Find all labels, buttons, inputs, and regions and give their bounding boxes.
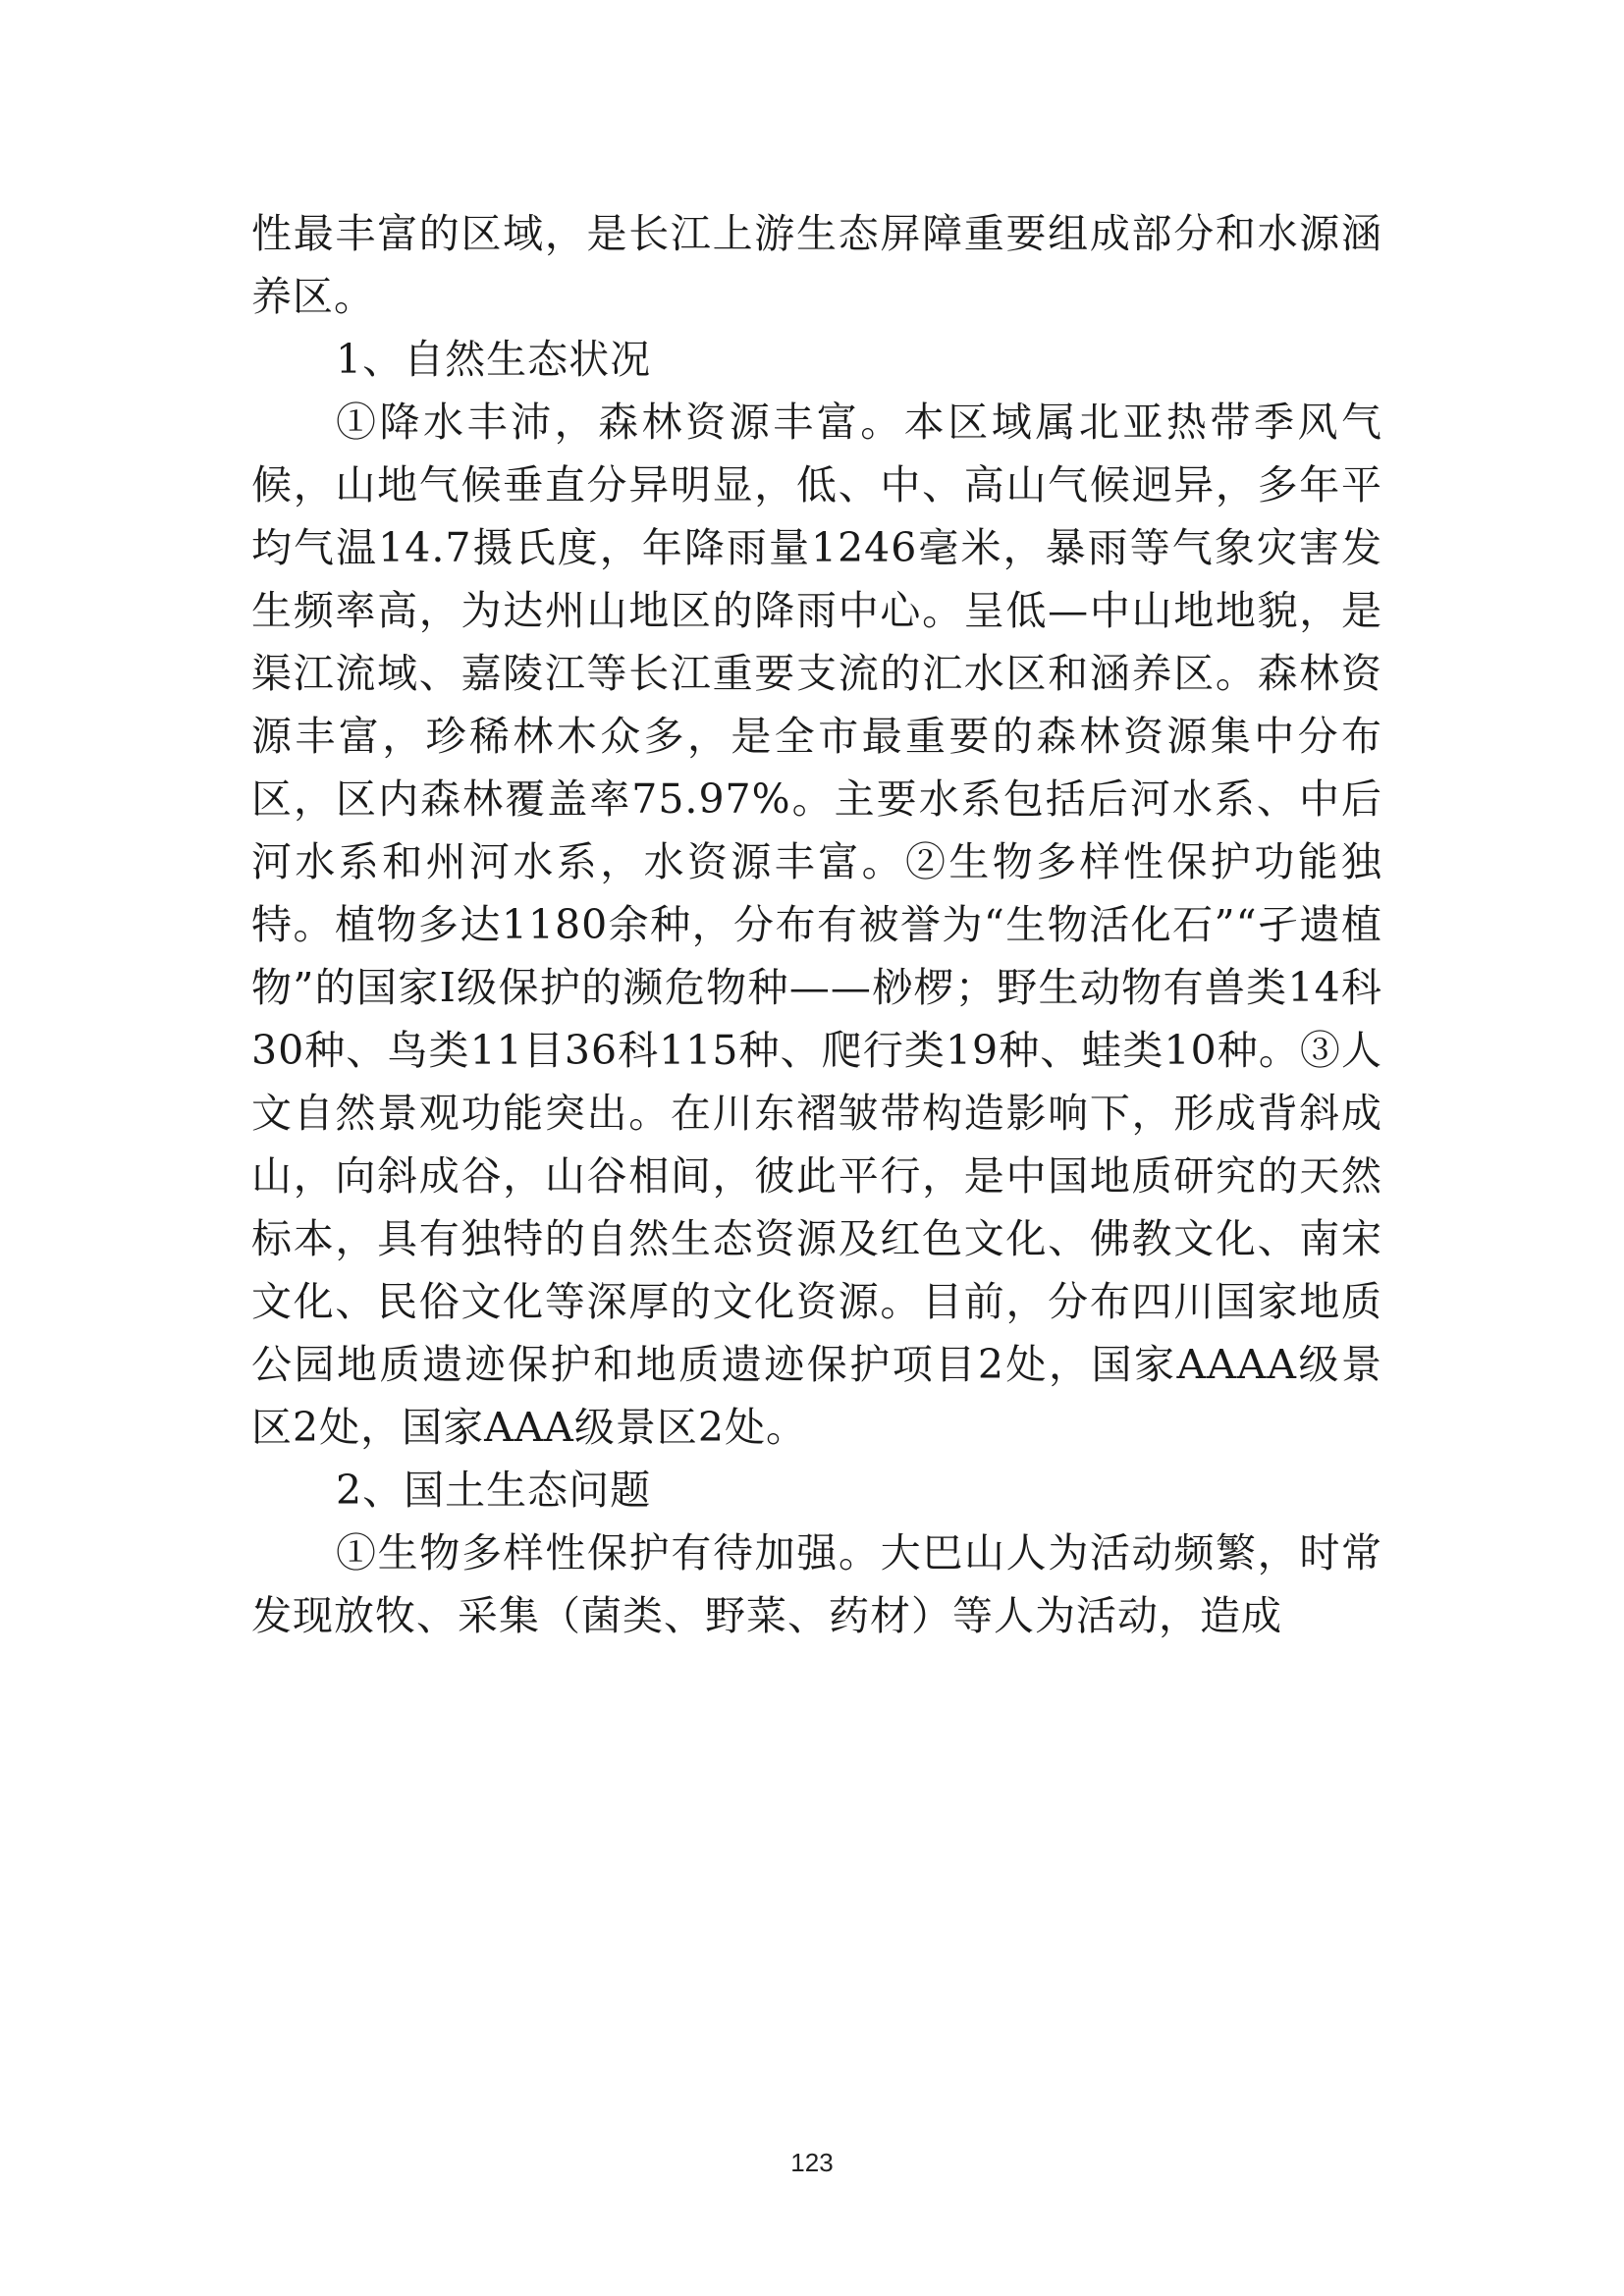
section-heading-natural-ecology: 1、自然生态状况 (336, 336, 652, 383)
paragraph-natural-ecology: ①降水丰沛，森林资源丰富。本区域属北亚热带季风气候，山地气候垂直分异明显，低、中、高山气候迥异，多年平均气温14.7摄氏度，年降雨量1246毫米，暴雨等气象灾害发生频率高，为达州山地区的降雨中心。呈低—中山地地貌，是渠江流域、嘉陵江等长江重要支流的汇水区和涵养区。森林资源丰富，珍稀林木众多，是全市最重要的森林资源集中分布区，区内森林覆盖率75.97%。主要水系包括后河水系、中后河水系和州河水系，水资源丰富。②生物多样性保护功能独特。植物多达1180余种，分布有被誉为“生物活化石”“孑遗植物”的国家Ⅰ级保护的濒危物种——桫椤；野生动物有兽类14科30种、鸟类11目36科115种、爬行类19种、蛙类10种。③人文自然景观功能突出。在川东褶皱带构造影响下，形成背斜成山，向斜成谷，山谷相间，彼此平行，是中国地质研究的天然标本，具有独特的自然生态资源及红色文化、佛教文化、南宋文化、民俗文化等深厚的文化资源。目前，分布四川国家地质公园地质遗迹保护和地质遗迹保护项目2处，国家AAAA级景区2处，国家AAA级景区2处。 (251, 399, 1382, 1451)
page-number: 123 (790, 2148, 834, 2177)
paragraph-biodiversity-problem: ①生物多样性保护有待加强。大巴山人为活动频繁，时常发现放牧、采集（菌类、野菜、药材）等人为活动，造成 (251, 1529, 1382, 1639)
paragraph-continuation: 性最丰富的区域，是长江上游生态屏障重要组成部分和水源涵养区。 (251, 210, 1382, 320)
section-heading-land-ecology-problems: 2、国土生态问题 (336, 1467, 652, 1514)
body-text (251, 202, 1382, 1647)
